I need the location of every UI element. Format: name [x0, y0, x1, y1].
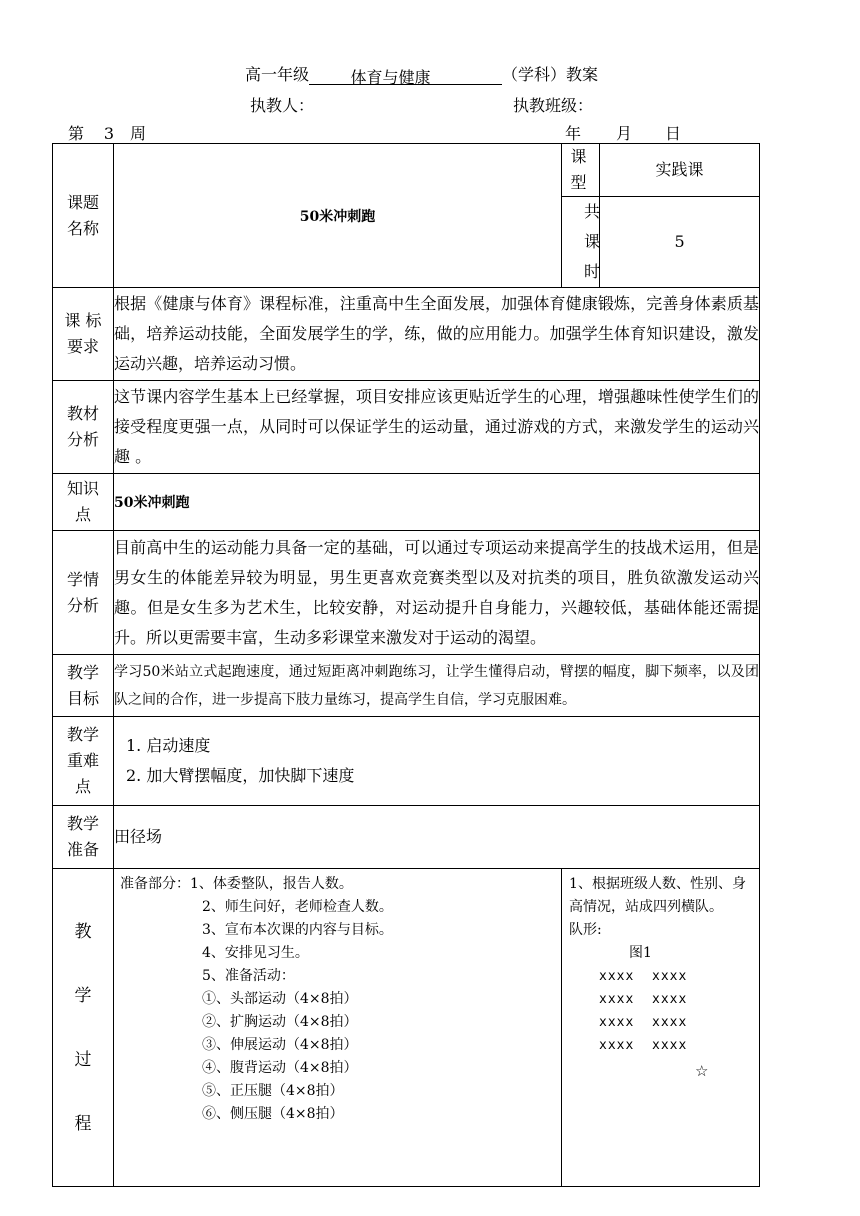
- month-blank: [581, 124, 616, 144]
- hours-label-text: 共 课 时: [584, 202, 615, 281]
- process-char: 过: [74, 1049, 92, 1070]
- topic-label: [53, 144, 114, 288]
- lesson-plan-table: [52, 143, 760, 1187]
- class-label: 执教班级：: [513, 96, 594, 115]
- topic-value: 50米冲刺跑: [114, 144, 562, 288]
- formation-text: 1、根据班级人数、性别、身高情况，站成四列横队。: [569, 876, 746, 915]
- hours-value: 5: [600, 197, 760, 288]
- prep-text: 田径场: [114, 806, 760, 869]
- process-char: 教: [74, 921, 92, 942]
- subject-blank: [309, 65, 502, 85]
- process-step: ②、扩胸运动（4×8拍）: [202, 1014, 358, 1030]
- month-label: 月: [616, 124, 633, 143]
- formation-row: xxxx xxxx: [599, 1038, 688, 1053]
- subject-text: 体育与健康: [350, 68, 431, 87]
- type-label: 课 型: [562, 144, 600, 197]
- process-step: 3、宣布本次课的内容与目标。: [202, 922, 393, 938]
- material-label-text: 教材分析: [66, 404, 99, 449]
- process-char: 程: [74, 1113, 92, 1134]
- process-step: ⑥、侧压腿（4×8拍）: [202, 1106, 344, 1122]
- standard-text: 根据《健康与体育》课程标准，注重高中生全面发展，加强体育健康锻炼，完善身体素质基础，培养运动技能，全面发展学生的学，练，做的应用能力。加强学生体育知识建设，激发运动兴趣，培养运动习惯。: [114, 288, 760, 381]
- knowledge-label: [53, 474, 114, 531]
- process-steps: [114, 869, 562, 1187]
- process-step: 4、安排见习生。: [202, 945, 309, 961]
- formation-row: xxxx xxxx: [599, 992, 688, 1007]
- process-step: ⑤、正压腿（4×8拍）: [202, 1083, 344, 1099]
- prep-label-text: 教学准备: [66, 814, 99, 859]
- key-points: [114, 717, 760, 806]
- knowledge-label-text: 知识点: [66, 479, 99, 524]
- situation-text: 目前高中生的运动能力具备一定的基础，可以通过专项运动来提高学生的技战术运用，但是男女生的体能差异较为明显，男生更喜欢竞赛类型以及对抗类的项目，胜负欲激发运动兴趣。但是女生多为艺术生，比较安静，对运动提升自身能力，兴趣较低，基础体能还需提升。所以更需要丰富，生动多彩课堂来激发对于运动的渴望。: [114, 531, 760, 655]
- process-step: ④、腹背运动（4×8拍）: [202, 1060, 358, 1076]
- topic-label-text: 课题名称: [66, 192, 99, 238]
- grade-text: 高一年级: [245, 65, 310, 84]
- key-label-text: 教学重难点: [66, 725, 99, 796]
- goal-label: [53, 655, 114, 717]
- knowledge-text: 50米冲刺跑: [114, 474, 760, 531]
- teacher-star-icon: ☆: [695, 1062, 709, 1080]
- figure-label: 图1: [629, 945, 652, 961]
- week-number: 3: [103, 124, 115, 143]
- key-point: 1. 启动速度: [126, 736, 211, 755]
- material-label: [53, 381, 114, 474]
- week-suffix: 周: [130, 124, 147, 143]
- week-prefix: 第: [68, 124, 85, 143]
- goal-label-text: 教学目标: [66, 662, 99, 708]
- material-text: 这节课内容学生基本上已经掌握，项目安排应该更贴近学生的心理，增强趣味性使学生们的接受程度更强一点，从同时可以保证学生的运动量，通过游戏的方式，来激发学生的运动兴趣 。: [114, 381, 760, 474]
- title-suffix: （学科）教案: [502, 65, 599, 84]
- situation-label-text: 学情分析: [66, 569, 99, 615]
- key-label: [53, 717, 114, 806]
- process-step: ③、伸展运动（4×8拍）: [202, 1037, 358, 1053]
- day-label: 日: [665, 124, 682, 143]
- formation-label: 队形:: [569, 922, 602, 938]
- process-step: 2、师生问好，老师检查人数。: [202, 899, 393, 915]
- process-char: 学: [74, 985, 92, 1006]
- formation-cell: [562, 869, 760, 1187]
- hours-label: [562, 197, 615, 288]
- year-label: 年: [565, 124, 582, 143]
- goal-text: 学习50米站立式起跑速度，通过短距离冲刺跑练习，让学生懂得启动，臂摆的幅度，脚下频率，以及团队之间的合作，进一步提高下肢力量练习，提高学生自信，学习克服困难。: [114, 655, 760, 717]
- prep-label: [53, 806, 114, 869]
- situation-label: [53, 531, 114, 655]
- process-step: 5、准备活动：: [202, 968, 295, 984]
- process-step: 准备部分：1、体委整队，报告人数。: [120, 876, 353, 892]
- formation-row: xxxx xxxx: [599, 969, 688, 984]
- process-step: ①、头部运动（4×8拍）: [202, 991, 358, 1007]
- year-blank: [487, 124, 565, 144]
- week-line: [68, 121, 146, 144]
- day-blank: [632, 124, 665, 144]
- formation-row: xxxx xxxx: [599, 1015, 688, 1030]
- week-blank: [84, 124, 130, 144]
- header-title: [245, 62, 598, 85]
- teacher-label: 执教人：: [250, 96, 315, 115]
- type-value: 实践课: [600, 144, 760, 197]
- standard-label-text: 课 标要求: [64, 311, 102, 356]
- date-line: [487, 121, 681, 144]
- standard-label: [53, 288, 114, 381]
- process-label: [53, 869, 114, 1187]
- key-point: 2. 加大臂摆幅度，加快脚下速度: [126, 766, 355, 785]
